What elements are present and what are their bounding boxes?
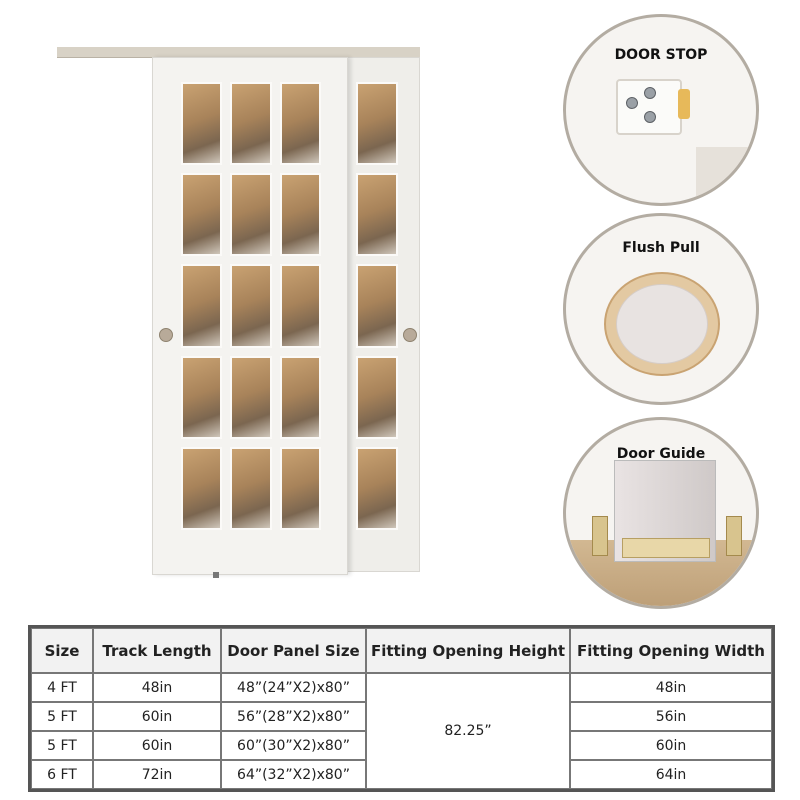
cell-width: 56in — [570, 702, 772, 731]
flush-pull-inner — [616, 284, 708, 364]
wall-corner — [696, 147, 759, 206]
detail-label: Door Guide — [616, 446, 706, 462]
glass-pane — [280, 356, 321, 439]
header-door-panel-size: Door Panel Size — [221, 628, 366, 673]
cell-track: 60in — [93, 731, 221, 760]
floor-guide-icon — [213, 572, 219, 578]
glass-pane — [356, 82, 398, 165]
screw-icon — [626, 97, 638, 109]
front-panel-glass-grid — [181, 82, 321, 530]
glass-pane — [230, 82, 271, 165]
flush-pull-knob-icon — [403, 328, 417, 342]
glass-pane — [280, 82, 321, 165]
glass-pane — [181, 264, 222, 347]
cell-size: 4 FT — [31, 673, 93, 702]
guide-bracket-icon — [726, 516, 742, 556]
detail-label: Flush Pull — [622, 240, 700, 256]
door-guide-icon — [622, 538, 710, 558]
glass-pane — [280, 447, 321, 530]
cell-width: 48in — [570, 673, 772, 702]
glass-pane — [356, 264, 398, 347]
cell-track: 72in — [93, 760, 221, 789]
header-fitting-opening-height: Fitting Opening Height — [366, 628, 570, 673]
front-door-panel — [152, 57, 348, 575]
glass-pane — [230, 356, 271, 439]
cell-panel: 60”(30”X2)x80” — [221, 731, 366, 760]
glass-pane — [356, 173, 398, 256]
back-panel-glass-grid — [356, 82, 398, 530]
cell-width: 64in — [570, 760, 772, 789]
cell-size: 5 FT — [31, 702, 93, 731]
screw-icon — [644, 111, 656, 123]
cell-width: 60in — [570, 731, 772, 760]
header-size: Size — [31, 628, 93, 673]
door-stop-detail — [563, 14, 759, 206]
cell-size: 6 FT — [31, 760, 93, 789]
cell-track: 60in — [93, 702, 221, 731]
glass-pane — [181, 447, 222, 530]
glass-pane — [181, 356, 222, 439]
glass-pane — [356, 356, 398, 439]
guide-bracket-icon — [592, 516, 608, 556]
door-guide-detail — [563, 417, 759, 609]
detail-label: DOOR STOP — [614, 47, 708, 63]
table-header-row — [31, 628, 772, 673]
flush-pull-knob-icon — [159, 328, 173, 342]
glass-pane — [280, 264, 321, 347]
flush-pull-icon — [604, 272, 720, 376]
cell-size: 5 FT — [31, 731, 93, 760]
door-stop-icon — [616, 79, 682, 135]
glass-pane — [356, 447, 398, 530]
cell-track: 48in — [93, 673, 221, 702]
spec-table — [28, 625, 775, 792]
header-fitting-opening-width: Fitting Opening Width — [570, 628, 772, 673]
cell-panel: 48”(24”X2)x80” — [221, 673, 366, 702]
glass-pane — [230, 447, 271, 530]
table-row — [31, 673, 772, 702]
cell-panel: 64”(32”X2)x80” — [221, 760, 366, 789]
cell-panel: 56”(28”X2)x80” — [221, 702, 366, 731]
glass-pane — [181, 173, 222, 256]
glass-pane — [181, 82, 222, 165]
glass-pane — [280, 173, 321, 256]
flush-pull-detail — [563, 213, 759, 405]
glass-pane — [230, 173, 271, 256]
cell-fitting-opening-height: 82.25” — [366, 673, 570, 789]
glass-pane — [230, 264, 271, 347]
screw-icon — [644, 87, 656, 99]
stop-roller-icon — [678, 89, 690, 119]
header-track-length: Track Length — [93, 628, 221, 673]
